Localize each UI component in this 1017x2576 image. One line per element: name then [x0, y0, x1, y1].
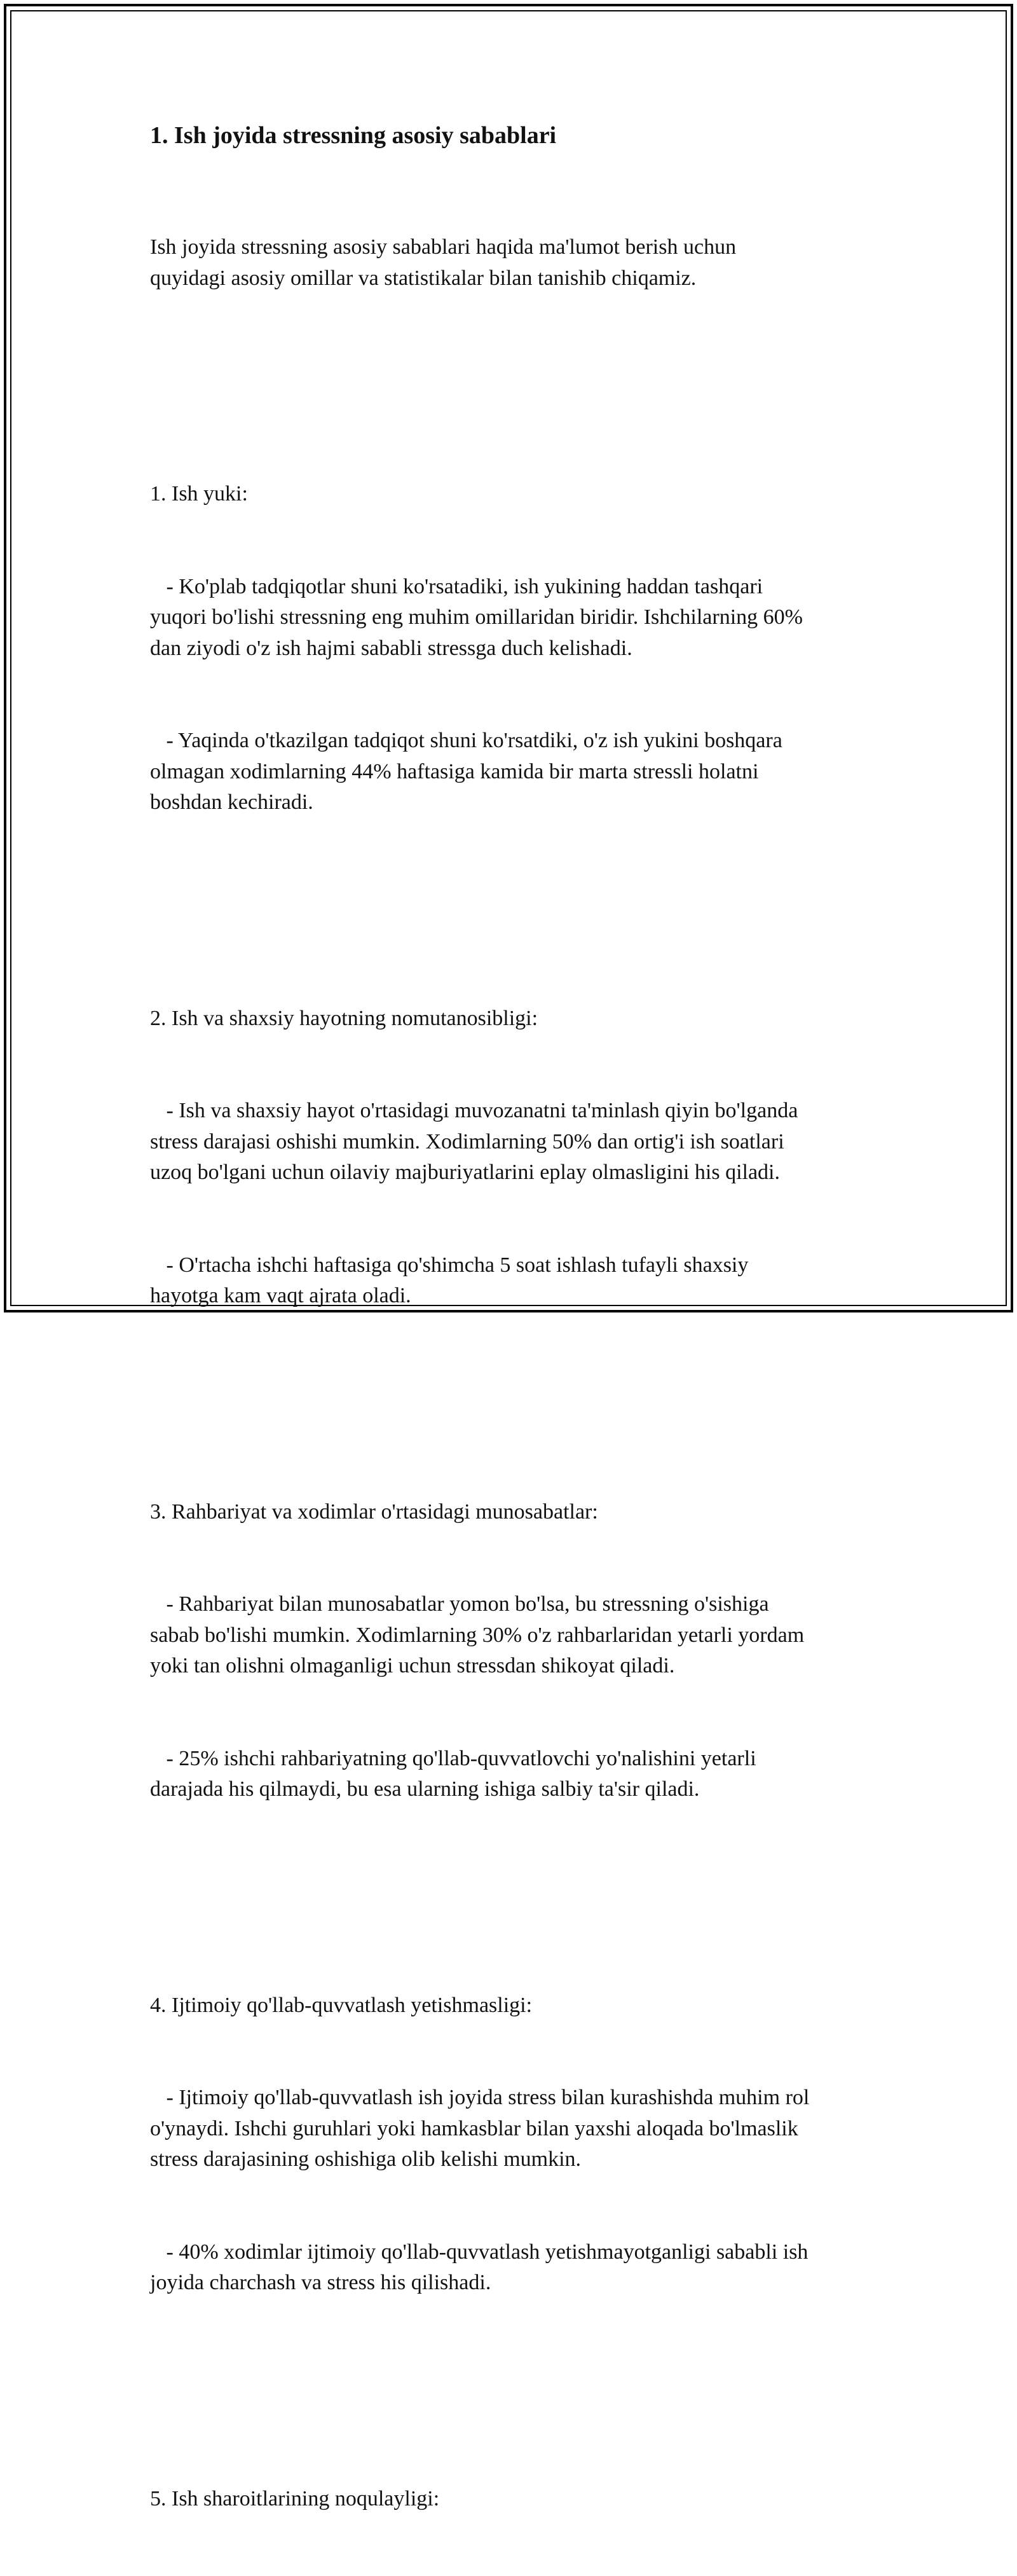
- section-point: - O'rtacha ishchi haftasiga qo'shimcha 5 soat ishlash tufayli shaxsiy hayotga kam vaqt ajrata oladi.: [150, 1253, 749, 1307]
- section-point: - Ish va shaxsiy hayot o'rtasidagi muvozanatni ta'minlash qiyin bo'lganda stress darajasi oshishi mumkin. Xodimlarning 50% dan ortig'i ish soatlari uzoq bo'lgani uchun oilaviy majburiyatlarini eplay olmasligini his qiladi.: [150, 1099, 798, 1184]
- section-point: - Ijtimoiy qo'llab-quvvatlash ish joyida stress bilan kurashishda muhim rol o'ynaydi. Ishchi guruhlari yoki hamkasblar bilan yaxshi aloqada bo'lmaslik stress darajasining oshishiga olib kelishi mumkin.: [150, 2086, 810, 2171]
- section-heading-workload: 1. Ish yuki:: [150, 482, 248, 506]
- document-body: [150, 170, 868, 2576]
- section-heading-social-support: 4. Ijtimoiy qo'llab-quvvatlash yetishmasligi:: [150, 1993, 533, 2017]
- document-page: [150, 120, 868, 2576]
- section-heading-management-relations: 3. Rahbariyat va xodimlar o'rtasidagi munosabatlar:: [150, 1499, 598, 1524]
- paragraph-gap: [150, 880, 868, 911]
- section-point: - Yaqinda o'tkazilgan tadqiqot shuni ko'rsatdiki, o'z ish yukini boshqara olmagan xodimlarning 44% haftasiga kamida bir marta stressli holatni boshdan kechiradi.: [150, 729, 782, 814]
- paragraph-gap: [150, 1374, 868, 1405]
- paragraph-gap: [150, 355, 868, 387]
- document-title: 1. Ish joyida stressning asosiy sabablari: [150, 122, 557, 149]
- section-heading-work-conditions: 5. Ish sharoitlarining noqulayligi:: [150, 2486, 440, 2511]
- section-point: - Ko'plab tadqiqotlar shuni ko'rsatadiki, ish yukining haddan tashqari yuqori bo'lishi stressning eng muhim omillaridan biridir. Ishchilarning 60% dan ziyodi o'z ish hajmi sababli stressga duch kelishadi.: [150, 574, 803, 660]
- intro-paragraph: Ish joyida stressning asosiy sabablari haqida ma'lumot berish uchun quyidagi asosiy omillar va statistikalar bilan tanishib chiqamiz.: [150, 235, 737, 290]
- paragraph-gap: [150, 1867, 868, 1898]
- section-point: - 40% xodimlar ijtimoiy qo'llab-quvvatlash yetishmayotganligi sababli ish joyida charchash va stress his qilishadi.: [150, 2240, 809, 2294]
- section-point: - 25% ishchi rahbariyatning qo'llab-quvvatlovchi yo'nalishini yetarli darajada his qilmaydi, bu esa ularning ishiga salbiy ta'sir qiladi.: [150, 1746, 756, 1801]
- paragraph-gap: [150, 2360, 868, 2392]
- section-point: - Rahbariyat bilan munosabatlar yomon bo'lsa, bu stressning o'sishiga sabab bo'lishi mumkin. Xodimlarning 30% o'z rahbarlaridan yetarli yordam yoki tan olishni olmaganligi uchun stressdan shikoyat qiladi.: [150, 1592, 805, 1677]
- section-heading-work-life-balance: 2. Ish va shaxsiy hayotning nomutanosibligi:: [150, 1006, 538, 1030]
